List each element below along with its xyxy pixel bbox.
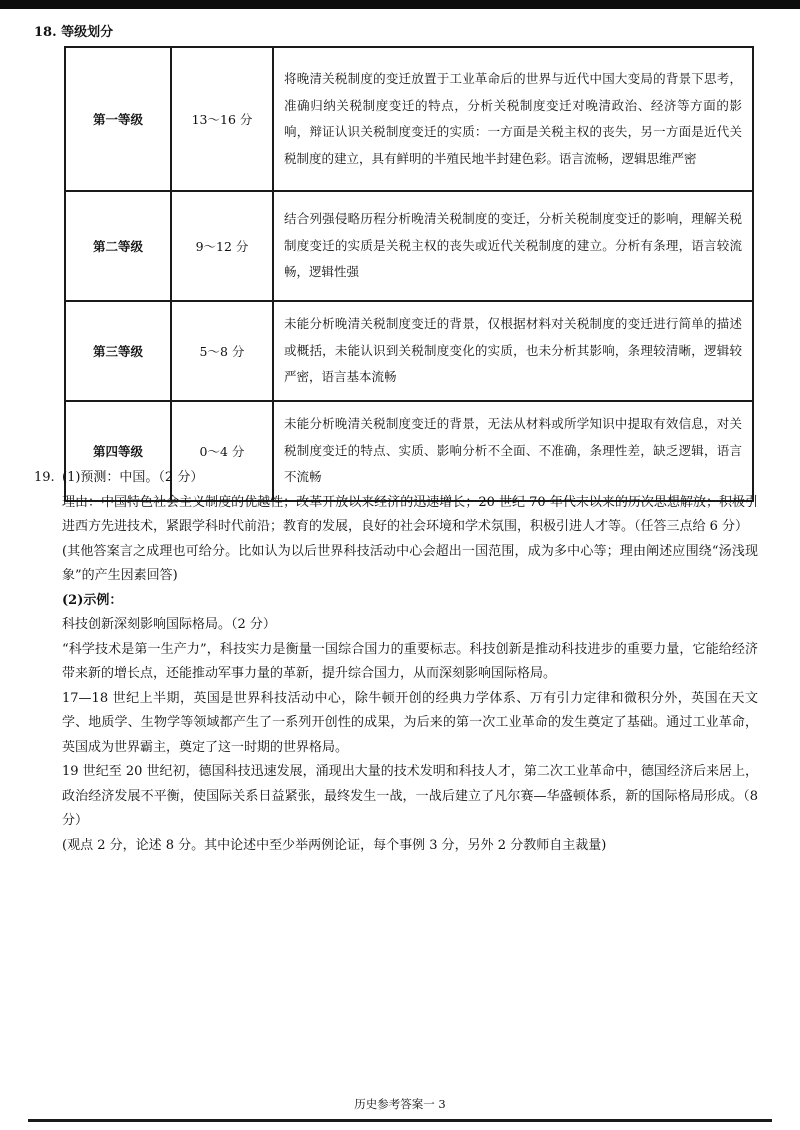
score-cell: 5～8 分 xyxy=(171,301,273,401)
level-cell: 第四等级 xyxy=(65,401,171,501)
table-row xyxy=(65,301,753,401)
page-footer: 历史参考答案一 3 xyxy=(354,1097,446,1111)
question-18-heading: 18. 等级划分 xyxy=(34,25,114,40)
part2-paragraph-1: “科学技术是第一生产力”，科技实力是衡量一国综合国力的重要标志。科技创新是推动科技进步的重要力量，它能给经济带来新的增长点，还能推动军事力量的革新，提升综合国力，从而深刻影响国际格局。 xyxy=(62,641,758,681)
description-cell: 结合列强侵略历程分析晚清关税制度的变迁，分析关税制度变迁的影响，理解关税制度变迁的实质是关税主权的丧失或近代关税制度的建立。分析有条理，语言较流畅，逻辑性强 xyxy=(273,191,753,301)
level-cell: 第二等级 xyxy=(65,191,171,301)
level-cell: 第一等级 xyxy=(65,47,171,191)
table-row xyxy=(65,191,753,301)
part2-note: (观点 2 分，论述 8 分。其中论述中至少举两例论证，每个事例 3 分，另外 2 分教师自主裁量) xyxy=(62,837,607,853)
part1-prediction: (1)预测：中国。（2 分） xyxy=(62,470,204,485)
score-cell: 13～16 分 xyxy=(171,47,273,191)
question-19-number: 19. xyxy=(34,470,55,485)
part1-reason: 理由：中国特色社会主义制度的优越性；改革开放以来经济的迅速增长；20 世纪 70 年代末以来的历次思想解放；积极引进西方先进技术，紧跟学科时代前沿；教育的发展，良好的社会环境和学术氛围，积极引进人才等。（任答三点给 6 分） xyxy=(62,494,758,534)
description-cell: 将晚清关税制度的变迁放置于工业革命后的世界与近代中国大变局的背景下思考，准确归纳关税制度变迁的特点，分析关税制度变迁对晚清政治、经济等方面的影响，辩证认识关税制度变迁的实质：一方面是关税主权的丧失，另一方面是近代关税制度的建立，具有鲜明的半殖民地半封建色彩。语言流畅，逻辑思维严密 xyxy=(273,47,753,191)
grading-table xyxy=(64,46,754,502)
part1-note: (其他答案言之成理也可给分。比如认为以后世界科技活动中心会超出一国范围，成为多中心等；理由阐述应围绕“汤浅现象”的产生因素回答) xyxy=(62,543,758,583)
bottom-rule xyxy=(28,1119,772,1122)
part2-thesis: 科技创新深刻影响国际格局。（2 分） xyxy=(62,617,276,632)
top-border-bar xyxy=(0,0,800,9)
part2-paragraph-3: 19 世纪至 20 世纪初，德国科技迅速发展，涌现出大量的技术发明和科技人才，第二次工业革命中，德国经济后来居上，政治经济发展不平衡，使国际关系日益紧张，最终发生一战，一战后建立了凡尔赛—华盛顿体系，新的国际格局形成。（8 分） xyxy=(62,764,758,828)
level-cell: 第三等级 xyxy=(65,301,171,401)
score-cell: 9～12 分 xyxy=(171,191,273,301)
score-cell: 0～4 分 xyxy=(171,401,273,501)
description-cell: 未能分析晚清关税制度变迁的背景，无法从材料或所学知识中提取有效信息，对关税制度变迁的特点、实质、影响分析不全面、不准确，条理性差，缺乏逻辑，语言不流畅 xyxy=(273,401,753,501)
question-19-answer xyxy=(62,466,758,858)
description-cell: 未能分析晚清关税制度变迁的背景，仅根据材料对关税制度的变迁进行简单的描述或概括，未能认识到关税制度变化的实质，也未分析其影响，条理较清晰，逻辑较严密，语言基本流畅 xyxy=(273,301,753,401)
part2-heading: (2)示例： xyxy=(62,592,123,608)
table-row xyxy=(65,47,753,191)
part2-paragraph-2: 17—18 世纪上半期，英国是世界科技活动中心，除牛顿开创的经典力学体系、万有引力定律和微积分外，英国在天文学、地质学、生物学等领域都产生了一系列开创性的成果，为后来的第一次工业革命的发生奠定了基础。通过工业革命，英国成为世界霸主，奠定了这一时期的世界格局。 xyxy=(62,690,758,755)
